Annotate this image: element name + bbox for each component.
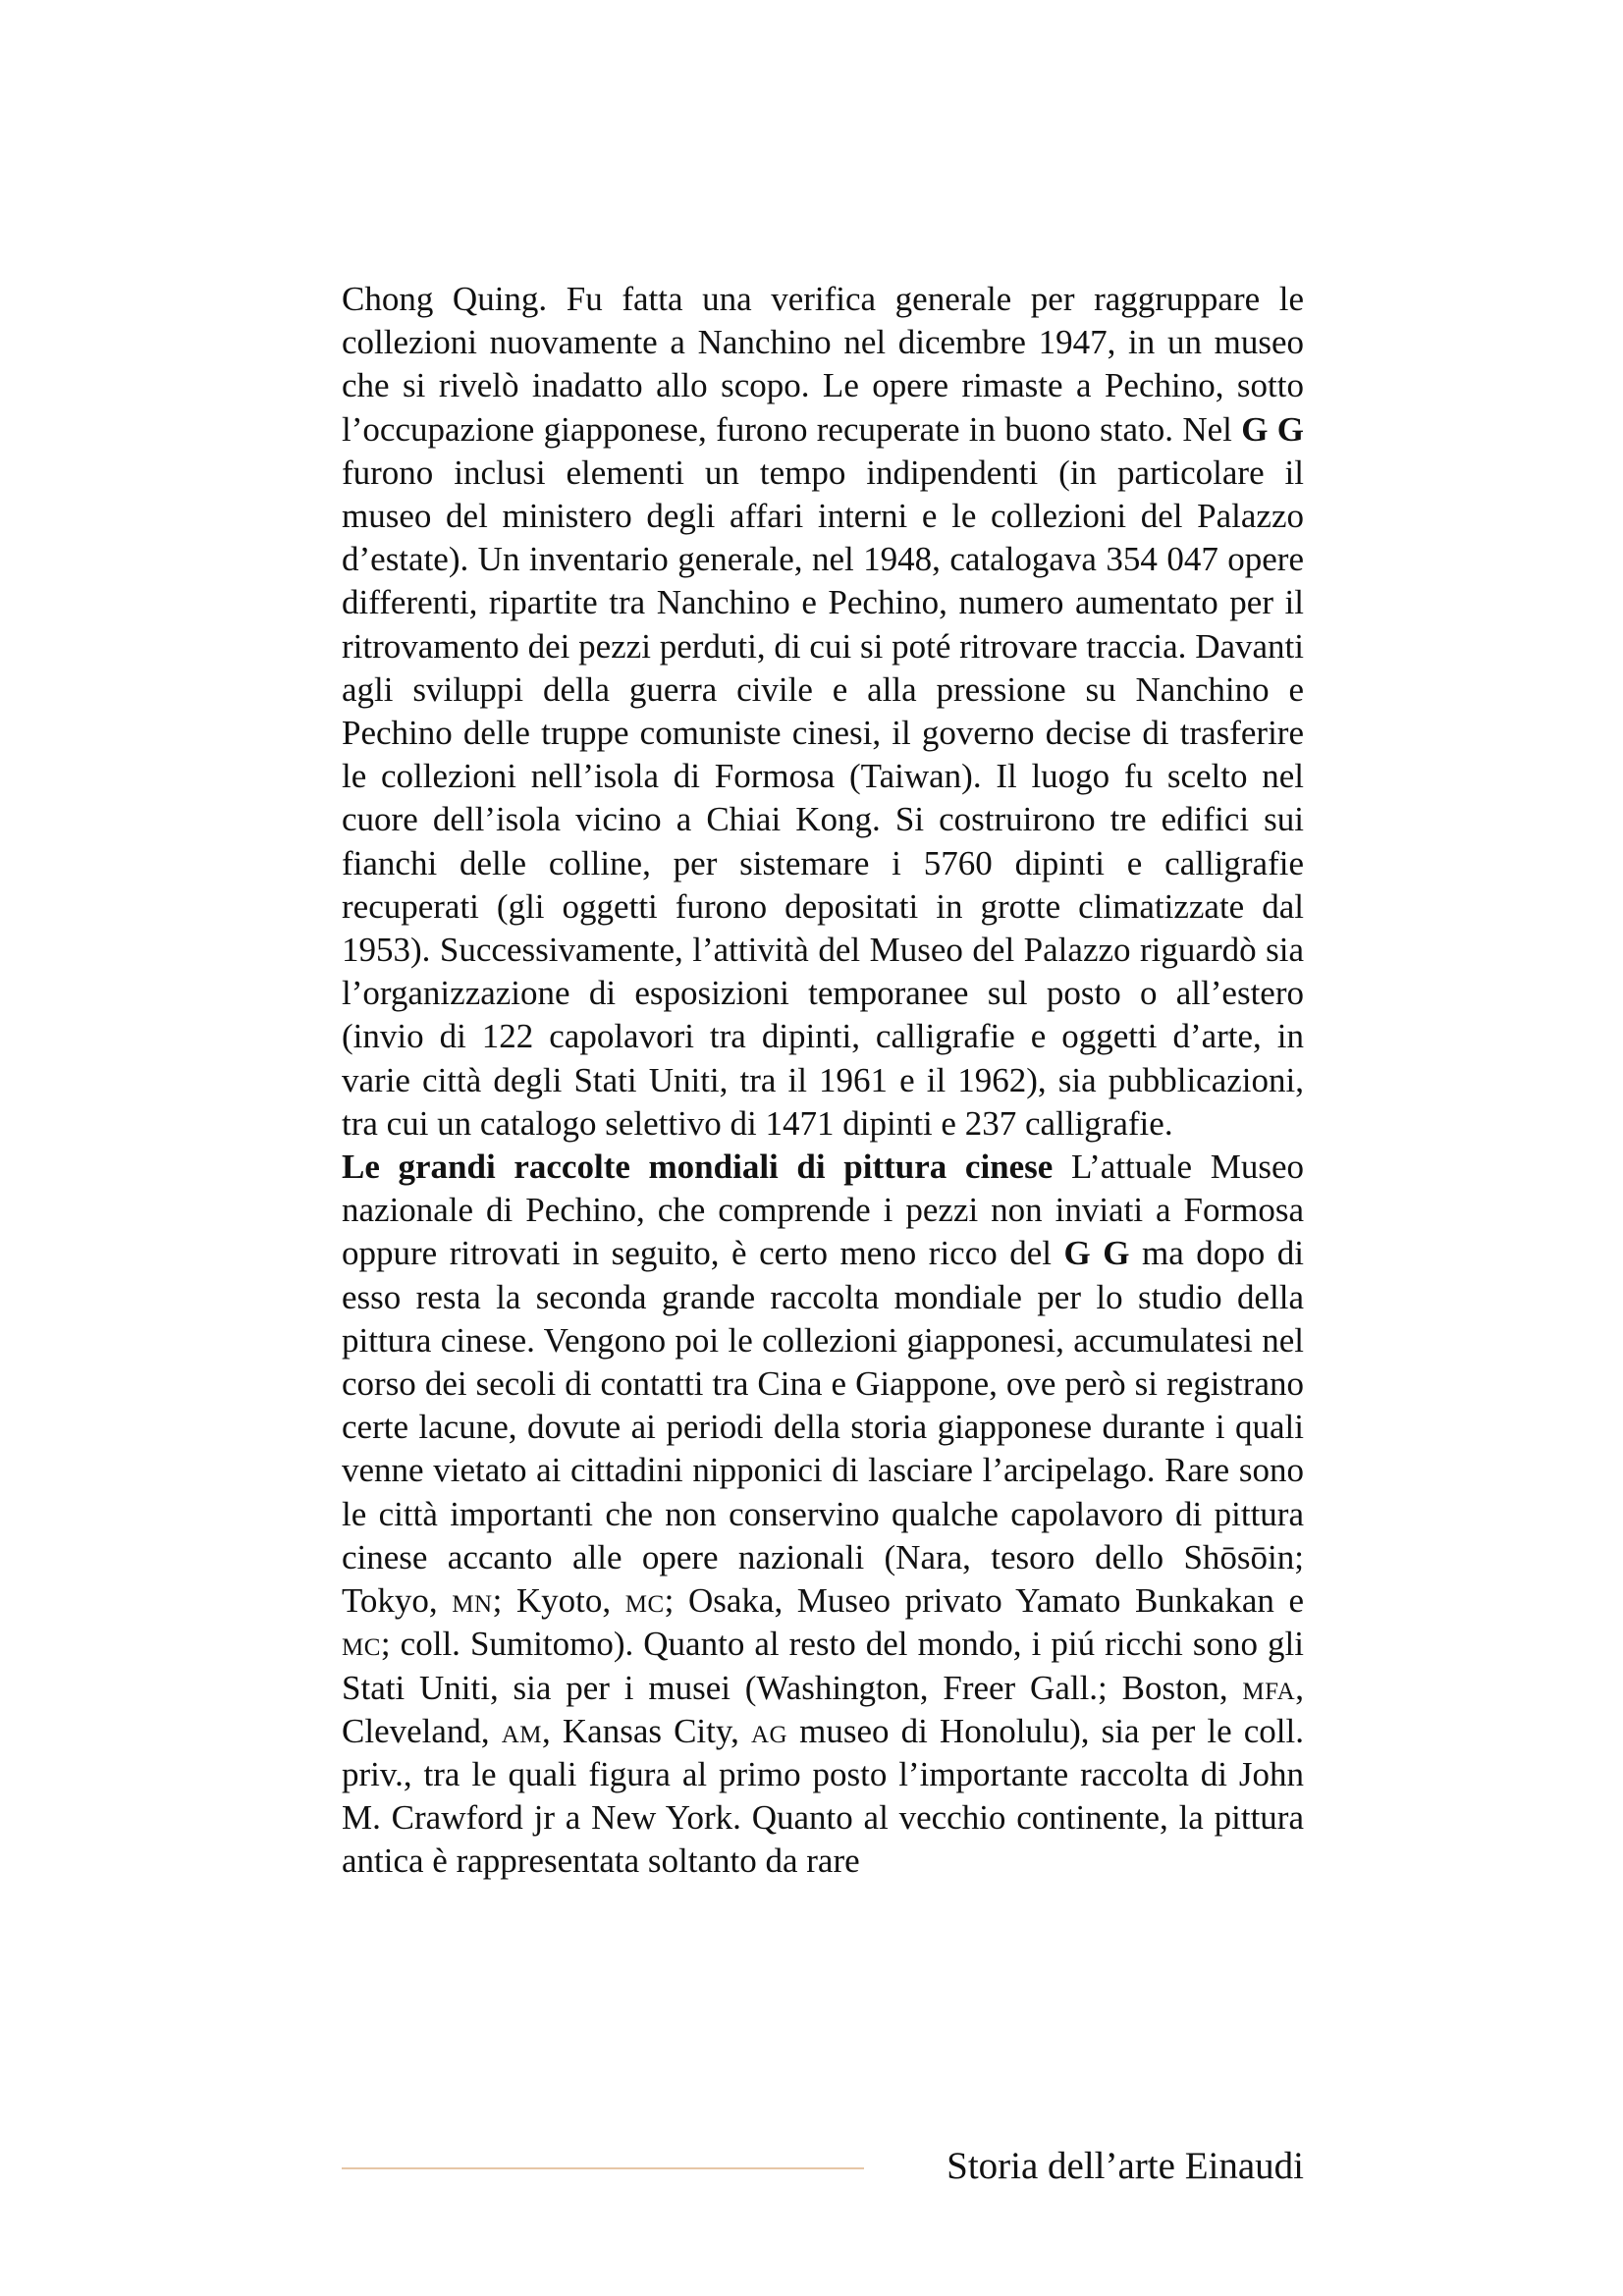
paragraph-2-text: , Cleveland, xyxy=(342,1668,1304,1750)
abbreviation-mc: mc xyxy=(624,1581,665,1621)
paragraph-2 xyxy=(342,1146,1304,1883)
abbreviation-mn: mn xyxy=(452,1581,493,1621)
paragraph-2-text: ; Osaka, Museo privato Yamato Bunkakan e xyxy=(664,1581,1305,1621)
paragraph-1-text: Chong Quing. Fu fatta una verifica generale per raggruppare le collezioni nuovamente a Nanchino nel dicembre 1947, in un museo che si rivelò inadatto allo scopo. Le opere rimaste a Pechino, sotto l’occupazione giapponese, furono recuperate in buono stato. Nel xyxy=(342,280,1304,449)
paragraph-2-text: museo di Honolulu), sia per le coll. priv., tra le quali figura al primo posto l’importante raccolta di John M. Crawford jr a New York. Quanto al vecchio continente, la pittura antica è rappresentata soltanto da rare xyxy=(342,1711,1304,1881)
museum-abbreviation-gg: G G xyxy=(1241,409,1304,449)
abbreviation-mc: mc xyxy=(342,1625,381,1664)
paragraph-2-text: L’attuale Museo nazionale di Pechino, che comprende i pezzi non inviati a Formosa oppure ritrovati in seguito, è certo meno ricco del xyxy=(342,1148,1304,1273)
footer-rule xyxy=(342,2167,864,2169)
abbreviation-mfa: mfa xyxy=(1242,1668,1296,1707)
section-heading: Le grandi raccolte mondiali di pittura cinese xyxy=(342,1148,1054,1187)
footer-title: Storia dell’arte Einaudi xyxy=(947,2145,1304,2187)
paragraph-1-text-cont: furono inclusi elementi un tempo indipendenti (in particolare il museo del ministero degli affari interni e le collezioni del Palazzo d’estate). Un inventario generale, nel 1948, catalogava 354 047 opere differenti, ripartite tra Nanchino e Pechino, numero aumentato per il ritrovamento dei pezzi perduti, di cui si poté ritrovare traccia. Davanti agli sviluppi della guerra civile e alla pressione su Nanchino e Pechino delle truppe comuniste cinesi, il governo decise di trasferire le collezioni nell’isola di Formosa (Taiwan). Il luogo fu scelto nel cuore dell’isola vicino a Chiai Kong. Si costruirono tre edifici sui fianchi delle colline, per sistemare i 5760 dipinti e calligrafie recuperati (gli oggetti furono depositati in grotte climatizzate dal 1953). Successivamente, l’attività del Museo del Palazzo riguardò sia l’organizzazione di esposizioni temporanee sul posto o all’estero (invio di 122 capolavori tra dipinti, calligrafie e oggetti d’arte, in varie città degli Stati Uniti, tra il 1961 e il 1962), sia pubblicazioni, tra cui un catalogo selettivo di 1471 dipinti e 237 calligrafie. xyxy=(342,453,1304,1143)
body-text xyxy=(342,278,1304,1884)
paragraph-2-text: ma dopo di esso resta la seconda grande raccolta mondiale per lo studio della pittura cinese. Vengono poi le collezioni giapponesi, accumulatesi nel corso dei secoli di contatti tra Cina e Giappone, ove però si registrano certe lacune, dovute ai periodi della storia giapponese durante i quali venne vietato ai cittadini nipponici di lasciare l’arcipelago. Rare sono le città importanti che non conservino qualche capolavoro di pittura cinese accanto alle opere nazionali (Nara, tesoro dello Shōsōin; Tokyo, xyxy=(342,1234,1305,1621)
paragraph-2-text: , Kansas City, xyxy=(542,1711,751,1750)
paragraph-2-text: ; coll. Sumitomo). Quanto al resto del mondo, i piú ricchi sono gli Stati Uniti, sia per i musei (Washington, Freer Gall.; Boston, xyxy=(342,1625,1304,1707)
abbreviation-ag: ag xyxy=(750,1711,788,1750)
page-footer xyxy=(342,2142,1304,2191)
paragraph-1 xyxy=(342,278,1304,1146)
paragraph-2-text: ; Kyoto, xyxy=(492,1581,625,1621)
abbreviation-am: am xyxy=(501,1711,543,1750)
museum-abbreviation-gg: G G xyxy=(1063,1234,1130,1273)
